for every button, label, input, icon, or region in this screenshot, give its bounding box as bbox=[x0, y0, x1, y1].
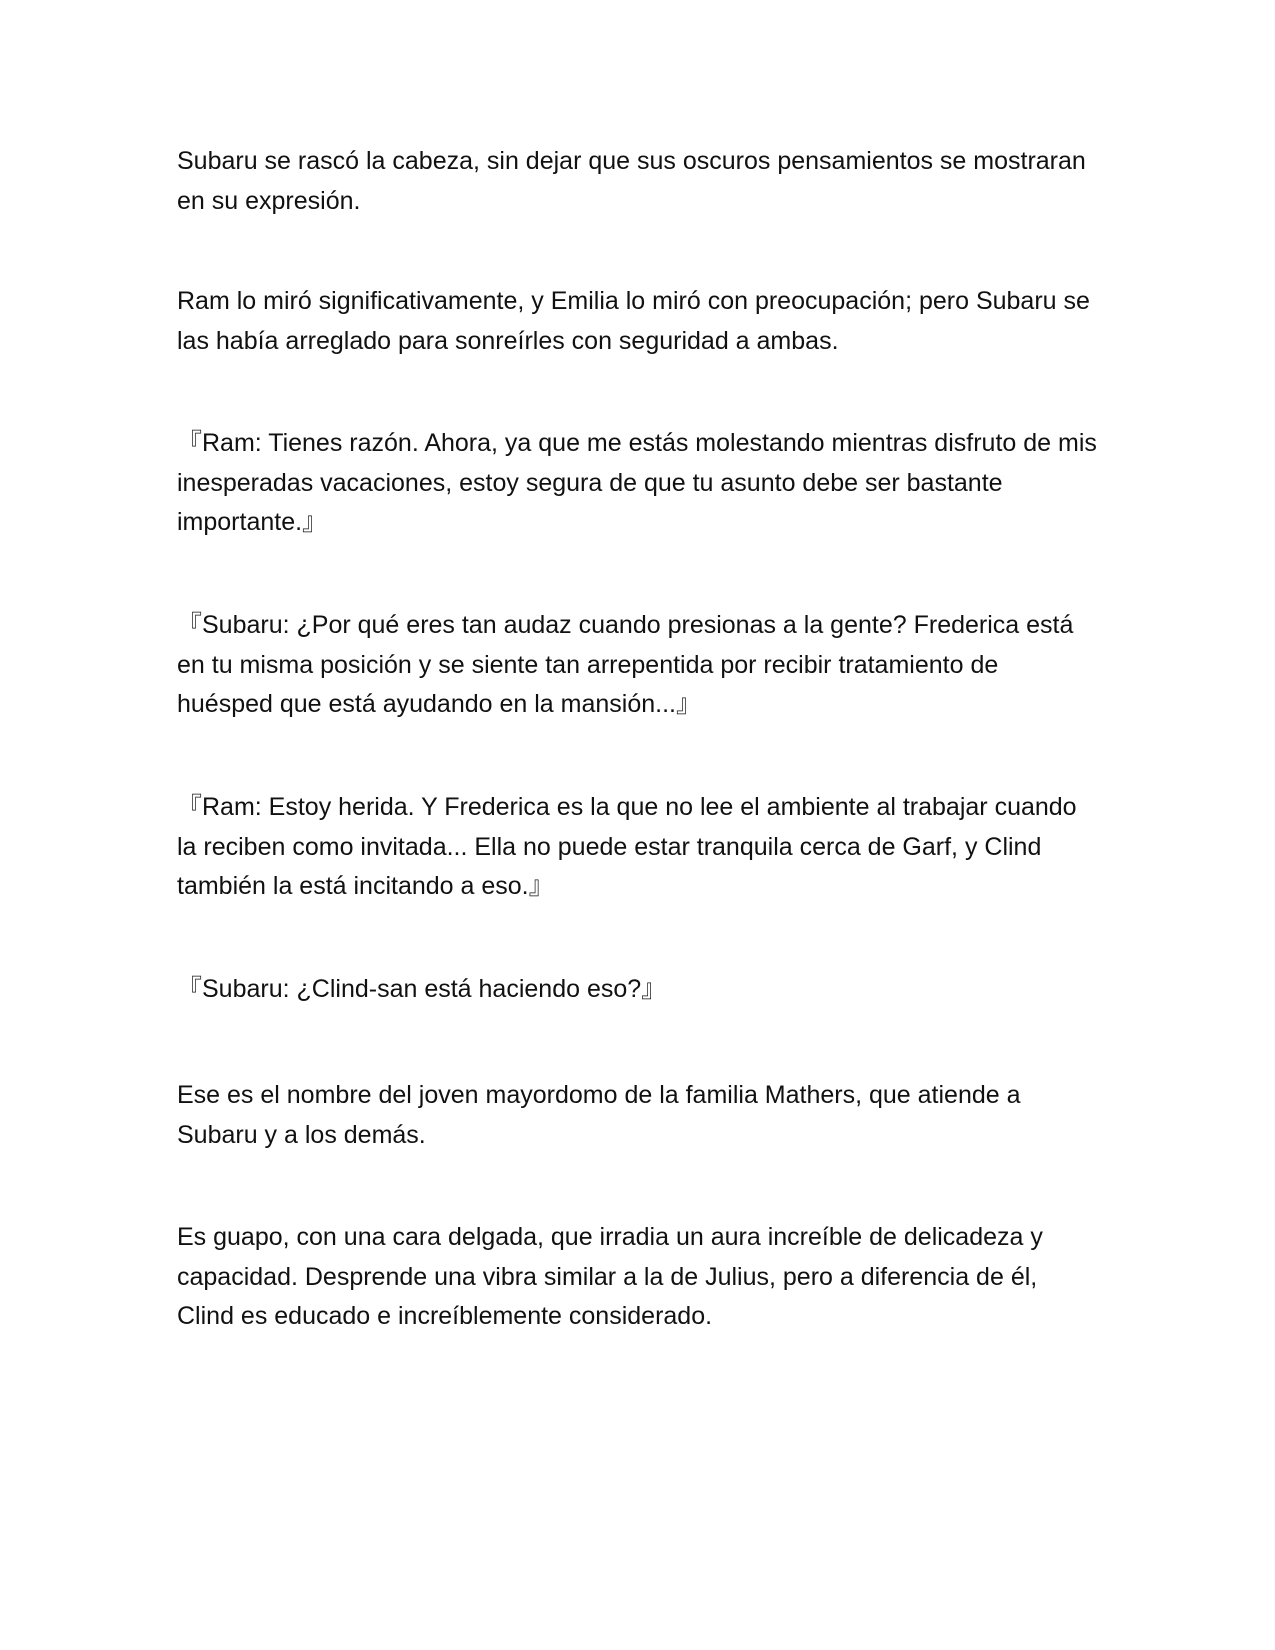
paragraph-clind-description: Es guapo, con una cara delgada, que irradia un aura increíble de delicadeza y capacidad. Desprende una vibra similar a la de Julius, pero a diferencia de él, Clind es educado e increíblemente considerado. bbox=[177, 1223, 1050, 1330]
paragraph-ram-and-emilia-look: Ram lo miró significativamente, y Emilia lo miró con preocupación; pero Subaru se las había arreglado para sonreírles con seguridad a ambas. bbox=[177, 287, 1097, 355]
paragraph-clind-introduction: Ese es el nombre del joven mayordomo de la familia Mathers, que atiende a Subaru y a los demás. bbox=[177, 1081, 1028, 1149]
paragraph-subaru-scratches-head: Subaru se rascó la cabeza, sin dejar que sus oscuros pensamientos se mostraran en su expresión. bbox=[177, 147, 1093, 215]
dialogue-subaru-frederica: 『Subaru: ¿Por qué eres tan audaz cuando presionas a la gente? Frederica está en tu misma posición y se siente tan arrepentida por recibir tratamiento de huésped que está ayudando en la mansión...』 bbox=[177, 611, 1081, 718]
dialogue-subaru-clind: 『Subaru: ¿Clind-san está haciendo eso?』 bbox=[177, 975, 667, 1003]
dialogue-ram-vacation: 『Ram: Tienes razón. Ahora, ya que me estás molestando mientras disfruto de mis inesperadas vacaciones, estoy segura de que tu asunto debe ser bastante importante.』 bbox=[177, 429, 1104, 536]
dialogue-ram-hurt: 『Ram: Estoy herida. Y Frederica es la que no lee el ambiente al trabajar cuando la reciben como invitada... Ella no puede estar tranquila cerca de Garf, y Clind también la está incitando a eso.』 bbox=[177, 793, 1084, 900]
